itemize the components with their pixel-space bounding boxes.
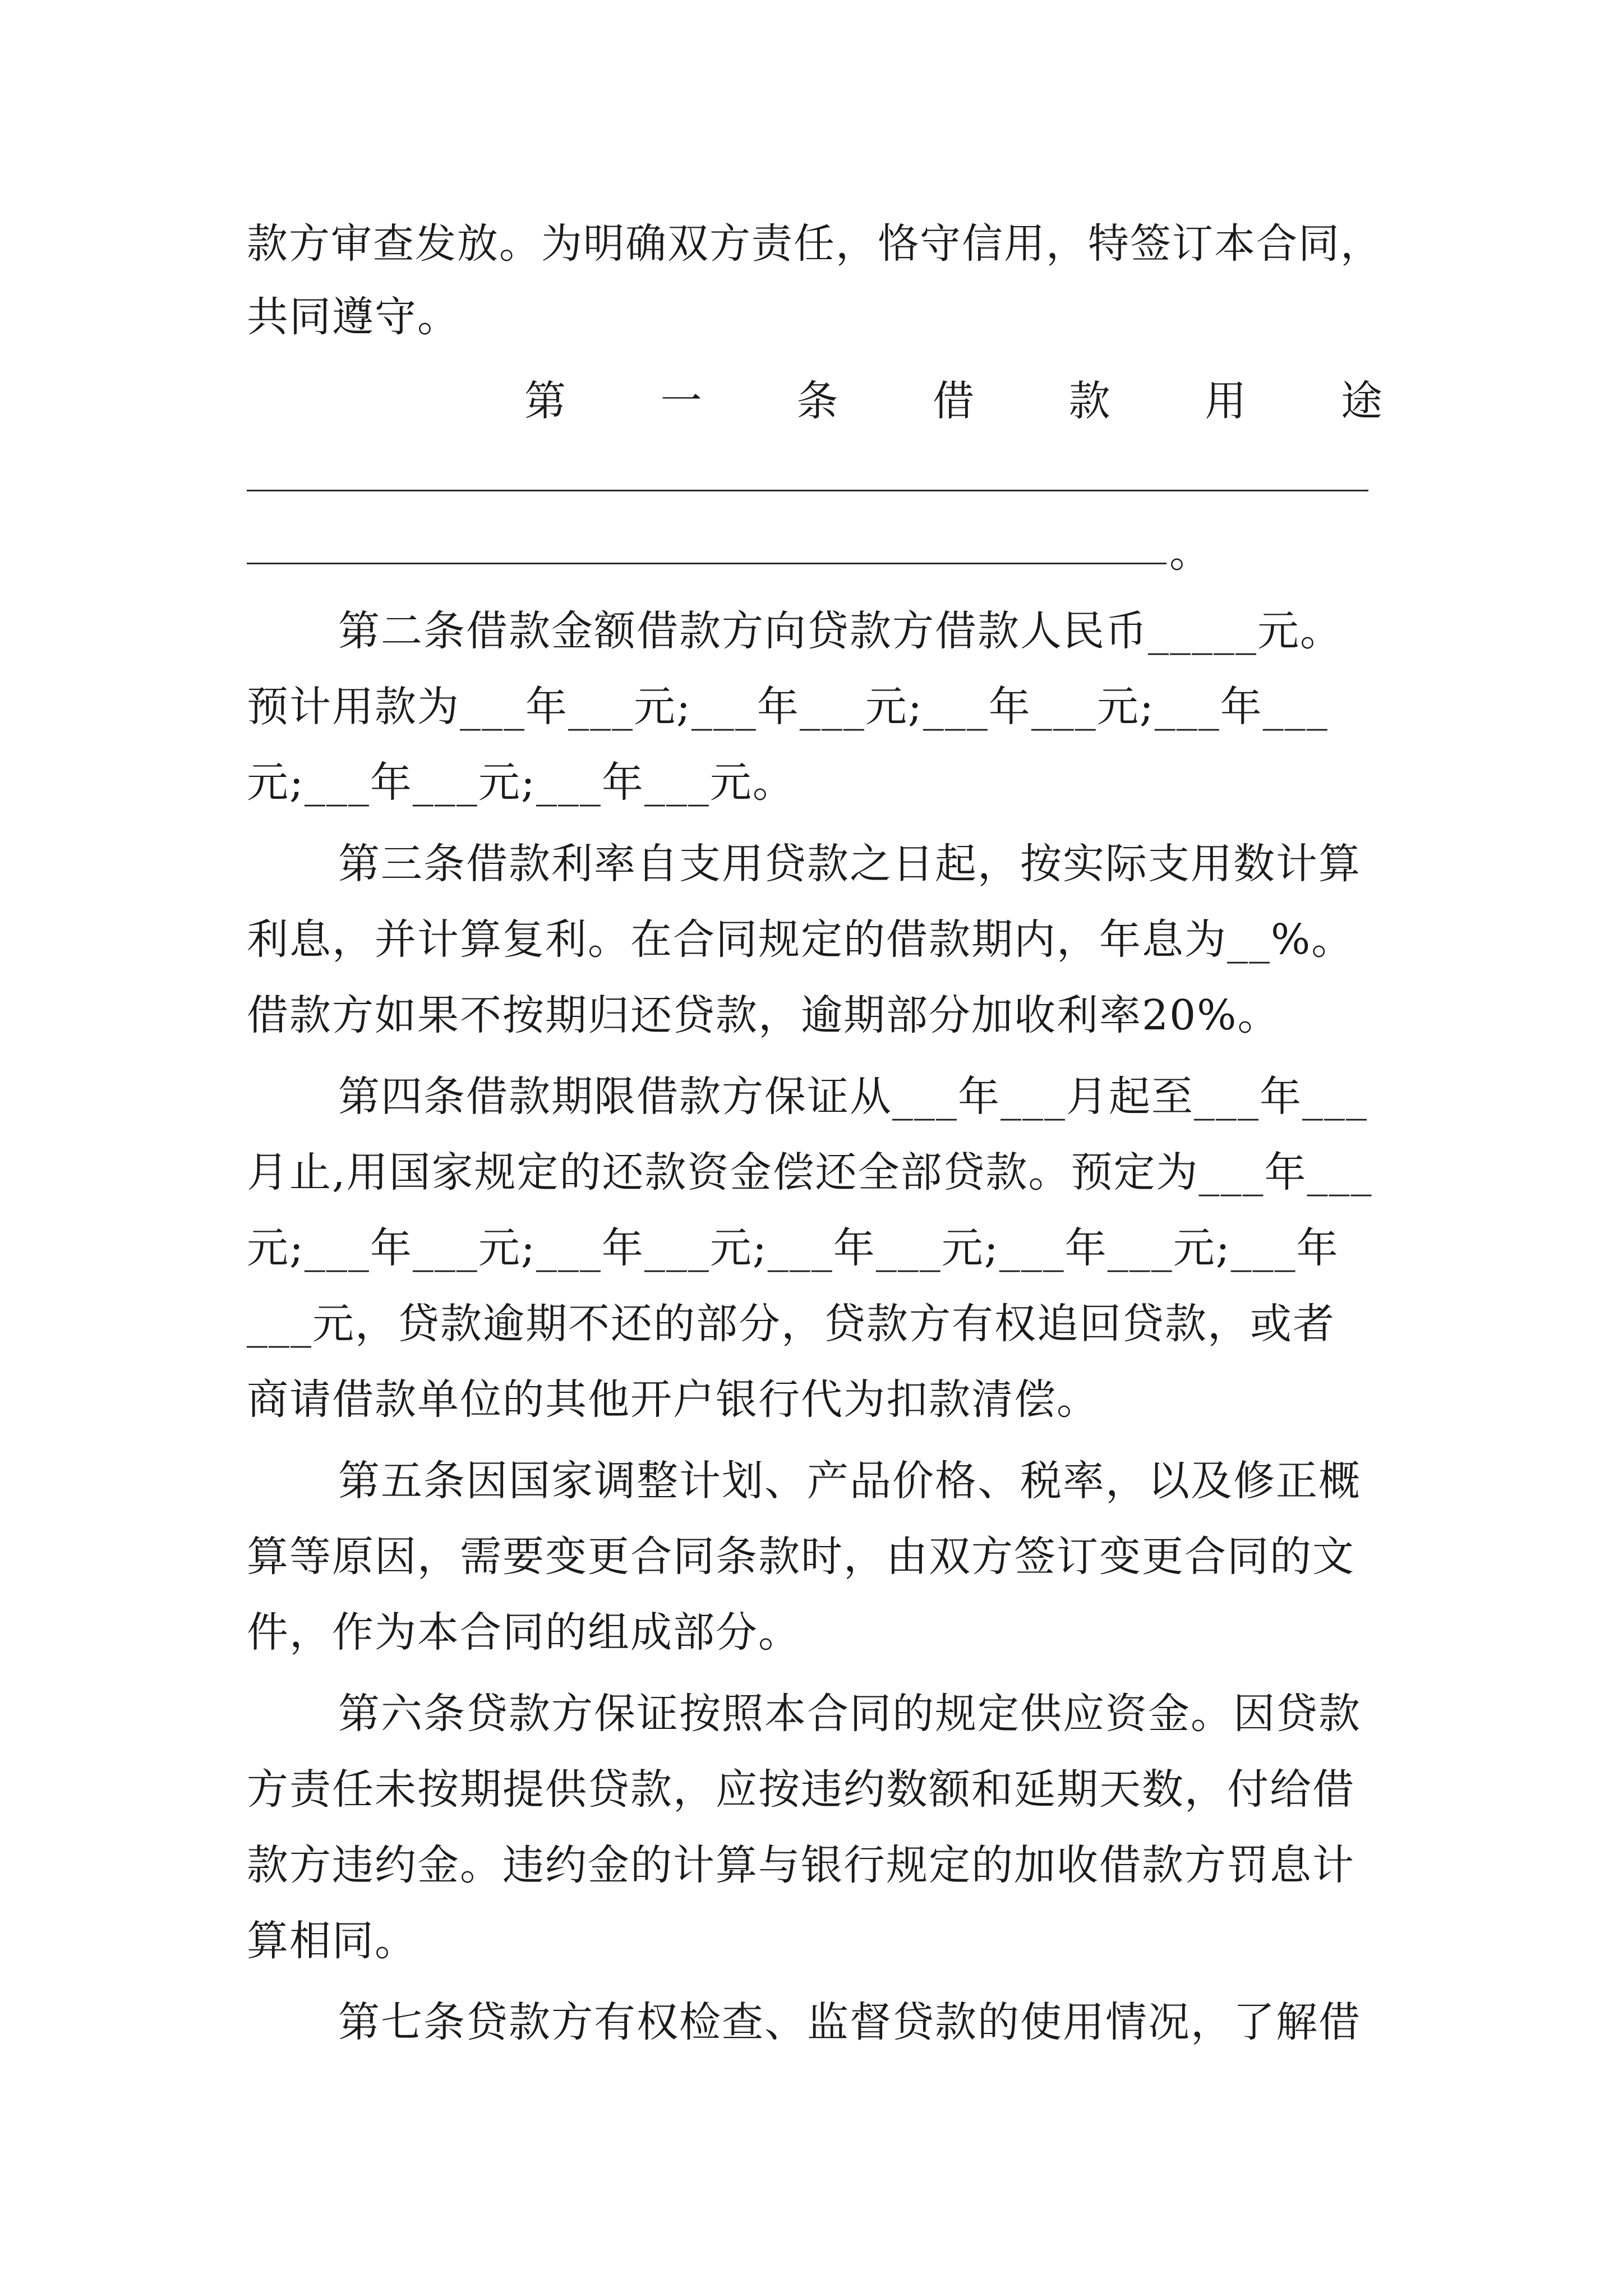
article-4-line-1: 第四条借款期限借款方保证从___年___月起至___年___ — [338, 1073, 1368, 1121]
heading-char: 款 — [1068, 377, 1110, 425]
article-3-line-2: 利息，并计算复利。在合同规定的借款期内，年息为__%。 — [247, 915, 1354, 964]
article-6-line-3: 款方违约金。违约金的计算与银行规定的加收借款方罚息计 — [247, 1841, 1355, 1889]
article-4-line-2: 月止,用国家规定的还款资金偿还全部贷款。预定为___年___ — [247, 1148, 1373, 1197]
article-7-line-1: 第七条贷款方有权检查、监督贷款的使用情况，了解借 — [338, 1998, 1361, 2046]
article-6-line-1: 第六条贷款方保证按照本合同的规定供应资金。因贷款 — [338, 1690, 1361, 1738]
article-1-blank-end: 。 — [1169, 528, 1211, 577]
article-2-line-3: 元;___年___元;___年___元。 — [247, 758, 795, 807]
article-1-blank-line-2 — [247, 563, 1166, 564]
intro-line-2: 共同遵守。 — [247, 293, 460, 341]
article-1-blank-line-1 — [247, 490, 1368, 491]
article-2-line-1: 第二条借款金额借款方向贷款方借款人民币_____元。 — [338, 607, 1343, 655]
intro-line-1: 款方审查发放。为明确双方责任，恪守信用，特签订本合同， — [247, 220, 1382, 268]
article-5-line-1: 第五条因国家调整计划、产品价格、税率，以及修正概 — [338, 1457, 1361, 1505]
article-3-line-3: 借款方如果不按期归还贷款，逾期部分加收利率20%。 — [247, 991, 1280, 1039]
article-4-line-4: ___元，贷款逾期不还的部分，贷款方有权追回贷款，或者 — [247, 1300, 1335, 1348]
article-4-line-5: 商请借款单位的其他开户银行代为扣款清偿。 — [247, 1375, 1099, 1424]
article-5-line-2: 算等原因，需要变更合同条款时，由双方签订变更合同的文 — [247, 1533, 1355, 1581]
article-2-line-2: 预计用款为___年___元;___年___元;___年___元;___年___ — [247, 683, 1329, 731]
article-5-line-3: 件，作为本合同的组成部分。 — [247, 1608, 801, 1657]
article-3-line-1: 第三条借款利率自支用贷款之日起，按实际支用数计算 — [338, 840, 1361, 888]
heading-char: 途 — [1340, 377, 1382, 425]
heading-char: 用 — [1205, 377, 1247, 425]
heading-char: 第 — [524, 377, 566, 425]
article-6-line-4: 算相同。 — [247, 1917, 417, 1965]
article-1-heading — [524, 365, 1382, 438]
article-6-line-2: 方责任未按期提供贷款，应按违约数额和延期天数，付给借 — [247, 1765, 1355, 1814]
heading-char: 一 — [660, 377, 702, 425]
article-4-line-3: 元;___年___元;___年___元;___年___元;___年___元;___年 — [247, 1224, 1339, 1272]
heading-char: 借 — [932, 377, 974, 425]
heading-char: 条 — [796, 377, 838, 425]
